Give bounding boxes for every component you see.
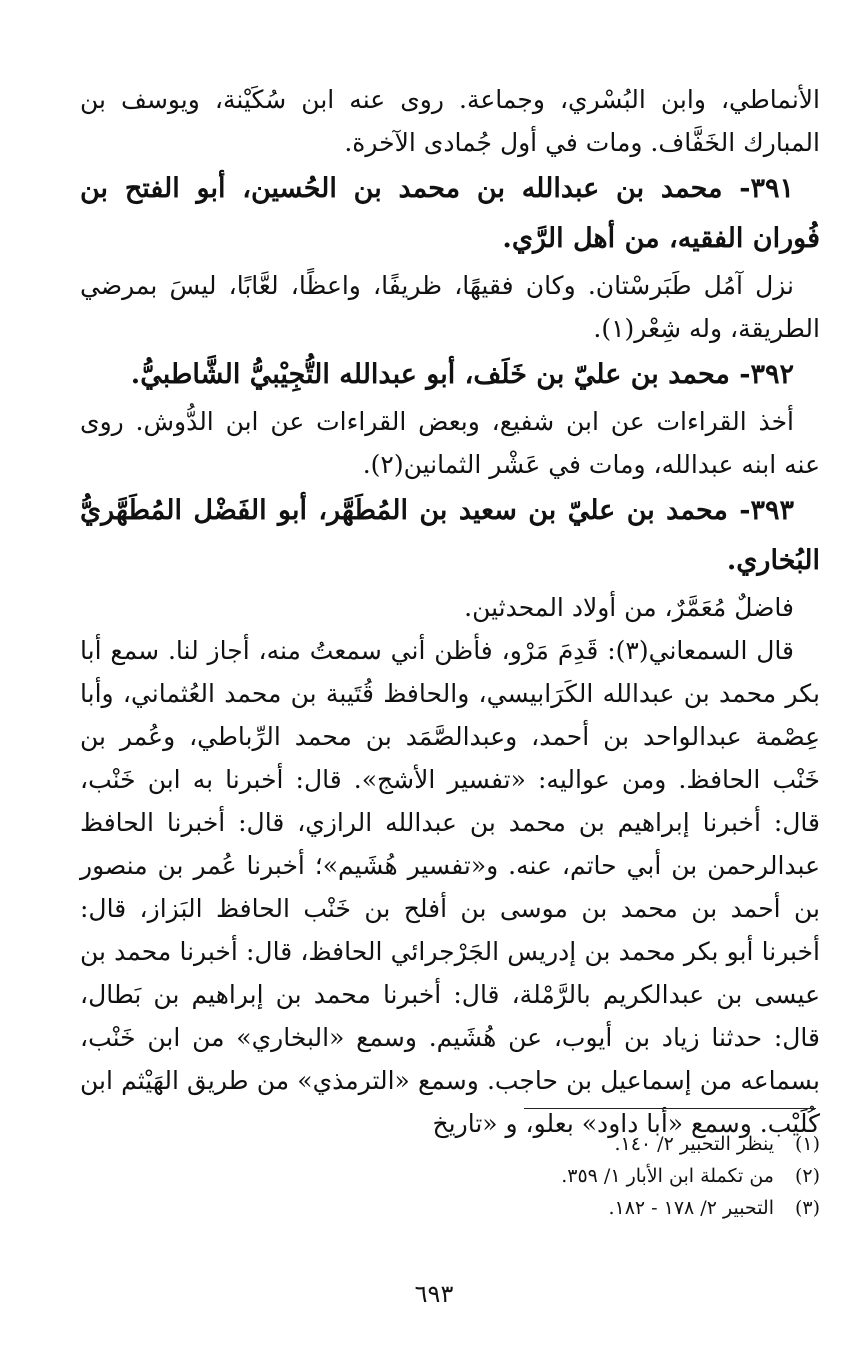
footnote-separator xyxy=(524,1108,816,1109)
footnote-text: التحبير ٢/ ١٧٨ - ١٨٢. xyxy=(608,1197,774,1219)
paragraph-393-b: قال السمعاني(٣): قَدِمَ مَرْو، فأظن أني سمعتُ منه، أجاز لنا. سمع أبا بكر محمد بن عبدالله الكَرَابيسي، والحافظ قُتَيبة بن محمد العُثماني، وأبا عِصْمة عبدالواحد بن أحمد، وعبدالصَّمَد بن محمد الرِّباطي، وعُمر بن خَنْب الحافظ. ومن عواليه: «تفسير الأشج». قال: أخبرنا به ابن خَنْب، قال: أخبرنا إبراهيم بن محمد بن عبدالله الرازي، قال: أخبرنا الحافظ عبدالرحمن بن أبي حاتم، عنه. و«تفسير هُشَيم»؛ أخبرنا عُمر بن منصور بن أحمد بن محمد بن موسى بن أفلح بن خَنْب الحافظ البَزاز، قال: أخبرنا أبو بكر محمد بن إدريس الجَرْجرائي الحافظ، قال: أخبرنا محمد بن عيسى بن عبدالكريم بالرَّمْلة، قال: أخبرنا محمد بن إبراهيم بن بَطال، قال: حدثنا زياد بن أيوب، عن هُشَيم. وسمع «البخاري» من ابن خَنْب، بسماعه من إسماعيل بن حاجب. وسمع «الترمذي» من طريق الهَيْثم ابن كُلَيْب. وسمع «أبا داود» بعلو، و «تاريخ xyxy=(80,636,820,1138)
footnote-number: (١) xyxy=(794,1133,820,1155)
paragraph-391: نزل آمُل طَبَرسْتان. وكان فقيهًا، ظريفًا، واعظًا، لعَّابًا، ليسَ بمرضي الطريقة، وله شِعْر(١). xyxy=(80,271,820,343)
main-text xyxy=(80,78,820,1145)
paragraph-continuation: الأنماطي، وابن البُسْري، وجماعة. روى عنه ابن سُكَيْنة، ويوسف بن المبارك الخَفَّاف. ومات في أول جُمادى الآخرة. xyxy=(80,85,820,157)
entry-heading-391: ٣٩١- محمد بن عبدالله بن محمد بن الحُسين، أبو الفتح بن فُوران الفقيه، من أهل الرَّي. xyxy=(80,173,820,254)
footnote-number: (٣) xyxy=(794,1197,820,1219)
paragraph-393-a: فاضلٌ مُعَمَّرٌ، من أولاد المحدثين. xyxy=(464,593,794,622)
footnote-text: ينظر التحبير ٢/ ١٤٠. xyxy=(614,1133,774,1155)
footnote-3 xyxy=(80,1192,820,1224)
page-number: ٦٩٣ xyxy=(414,1280,454,1308)
footnote-2 xyxy=(80,1160,820,1192)
entry-heading-392: ٣٩٢- محمد بن عليّ بن خَلَف، أبو عبدالله التُّجِيْبيُّ الشَّاطبيُّ. xyxy=(130,359,794,390)
footnote-1 xyxy=(80,1128,820,1160)
footnote-number: (٢) xyxy=(794,1165,820,1187)
entry-heading-393: ٣٩٣- محمد بن عليّ بن سعيد بن المُطَهَّر، أبو الفَضْل المُطَهَّريُّ البُخاري. xyxy=(80,495,820,576)
paragraph-392: أخذ القراءات عن ابن شفيع، وبعض القراءات عن ابن الدُّوش. روى عنه ابنه عبدالله، ومات في عَشْر الثمانين(٢). xyxy=(80,407,820,479)
footnotes xyxy=(80,1128,820,1224)
footnote-text: من تكملة ابن الأبار ١/ ٣٥٩. xyxy=(561,1165,774,1187)
